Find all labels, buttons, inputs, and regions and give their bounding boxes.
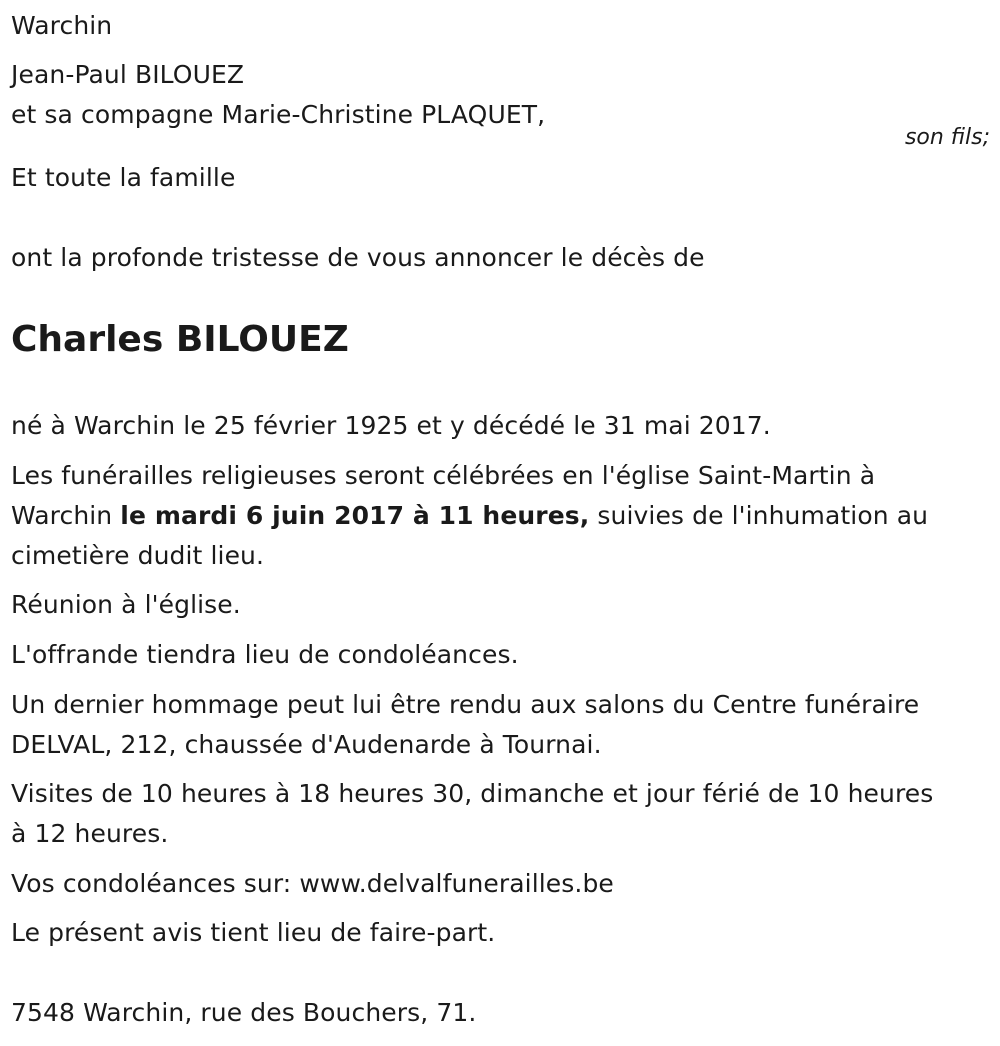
family-line-1: Jean-Paul BILOUEZ: [11, 60, 245, 89]
family-line-3: Et toute la famille: [11, 163, 236, 192]
funeral-line-3: cimetière dudit lieu.: [11, 541, 265, 570]
notice-text: Le présent avis tient lieu de faire-part.: [11, 918, 496, 947]
tribute-line-1: Un dernier hommage peut lui être rendu aux salons du Centre funéraire: [11, 690, 920, 719]
visits-line-1: Visites de 10 heures à 18 heures 30, dimanche et jour férié de 10 heures: [11, 779, 934, 808]
funeral-line-2-prefix: Warchin: [11, 501, 121, 530]
meeting-text: Réunion à l'église.: [11, 590, 241, 619]
birth-death-text: né à Warchin le 25 février 1925 et y décédé le 31 mai 2017.: [11, 411, 771, 440]
funeral-line-2-suffix: suivies de l'inhumation au: [589, 501, 929, 530]
address-text: 7548 Warchin, rue des Bouchers, 71.: [11, 998, 477, 1027]
funeral-date-time: le mardi 6 juin 2017 à 11 heures,: [120, 501, 590, 530]
condolences-text: Vos condoléances sur: www.delvalfunerailles.be: [11, 869, 614, 898]
offering-text: L'offrande tiendra lieu de condoléances.: [11, 640, 519, 669]
deceased-name: Charles BILOUEZ: [11, 319, 349, 360]
relation-label: son fils;: [904, 125, 990, 150]
funeral-line-2: [11, 496, 928, 536]
tribute-line-2: DELVAL, 212, chaussée d'Audenarde à Tournai.: [11, 730, 602, 759]
announcement-text: ont la profonde tristesse de vous annoncer le décès de: [11, 243, 705, 272]
funeral-line-1: Les funérailles religieuses seront célébrées en l'église Saint-Martin à: [11, 461, 876, 490]
header-place: Warchin: [11, 11, 113, 40]
visits-line-2: à 12 heures.: [11, 819, 169, 848]
family-line-2: et sa compagne Marie-Christine PLAQUET,: [11, 100, 546, 129]
